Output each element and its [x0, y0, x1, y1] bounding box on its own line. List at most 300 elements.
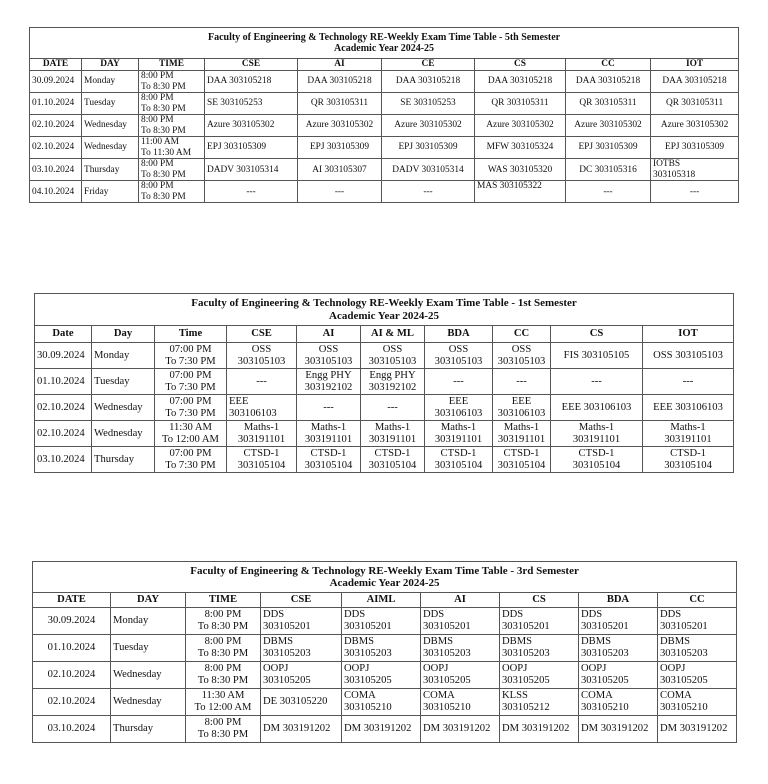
cell-text: 303105103 — [304, 355, 353, 367]
cell-text: 303105104 — [434, 459, 483, 471]
table-cell — [155, 421, 227, 447]
cell-text: Academic Year 2024-25 — [334, 43, 435, 54]
table-cell: Wednesday — [111, 662, 186, 689]
table-cell: Thursday — [82, 159, 139, 181]
table-cell — [342, 662, 421, 689]
table-cell: --- — [297, 395, 361, 421]
cell-text: To 8:30 PM — [141, 81, 186, 92]
cell-text: DBMS — [423, 636, 454, 648]
cell-text: DDS — [502, 609, 524, 621]
cell-text: Faculty of Engineering & Technology RE-Weekly Exam Time Table - 5th Semester — [207, 31, 561, 43]
cell-text: 303191101 — [497, 433, 546, 445]
col-header: CSE — [205, 59, 298, 71]
table-cell: DC 303105316 — [566, 159, 651, 181]
table-cell: WAS 303105320 — [475, 159, 566, 181]
col-header: CC — [566, 59, 651, 71]
table-cell: DM 303191202 — [421, 716, 500, 743]
cell-text: 303105205 — [344, 675, 392, 686]
table-cell — [579, 689, 658, 716]
table-cell — [421, 635, 500, 662]
cell-text: CTSD-1 — [310, 447, 347, 459]
col-header: AI — [297, 326, 361, 343]
cell-text: OSS — [382, 343, 403, 355]
col-header: TIME — [139, 59, 205, 71]
cell-text: DBMS — [344, 636, 375, 648]
table-cell — [500, 635, 579, 662]
table-cell: SE 303105253 — [382, 93, 475, 115]
table-cell — [500, 689, 579, 716]
table-cell — [227, 421, 297, 447]
col-header: DATE — [30, 59, 82, 71]
table-cell — [361, 343, 425, 369]
table-cell: --- — [298, 181, 382, 203]
cell-text: Engg PHY — [305, 369, 352, 381]
table-cell: DADV 303105314 — [382, 159, 475, 181]
cell-text: 8:00 PM — [141, 115, 174, 126]
col-header: CS — [500, 593, 579, 608]
table-cell: Azure 303105302 — [382, 115, 475, 137]
table-cell — [579, 635, 658, 662]
table-cell: 01.10.2024 — [35, 369, 92, 395]
table-cell: Thursday — [111, 716, 186, 743]
timetable-1st-semester — [34, 293, 734, 473]
col-header: IOT — [643, 326, 734, 343]
table-cell: 03.10.2024 — [30, 159, 82, 181]
table-cell — [261, 635, 342, 662]
cell-text: To 8:30 PM — [141, 125, 186, 136]
table-cell: OSS 303105103 — [643, 343, 734, 369]
cell-text: 303105201 — [502, 621, 550, 632]
cell-text: OSS — [318, 343, 339, 355]
cell-text: To 8:30 PM — [141, 169, 186, 180]
cell-text: 303105210 — [344, 702, 392, 713]
table-cell: EPJ 303105309 — [205, 137, 298, 159]
col-header: CS — [551, 326, 643, 343]
table-cell — [579, 662, 658, 689]
table-cell: 02.10.2024 — [33, 662, 111, 689]
col-header: DATE — [33, 593, 111, 608]
table-cell: Wednesday — [82, 137, 139, 159]
table-cell: Tuesday — [111, 635, 186, 662]
table-cell: 30.09.2024 — [30, 71, 82, 93]
cell-text: DDS — [344, 609, 366, 621]
table-cell: DM 303191202 — [579, 716, 658, 743]
cell-text: 303105205 — [423, 675, 471, 686]
table-cell: --- — [382, 181, 475, 203]
table-cell — [500, 608, 579, 635]
table-cell: MAS 303105322 — [475, 181, 566, 203]
table-cell — [342, 689, 421, 716]
table-cell: QR 303105311 — [566, 93, 651, 115]
cell-text: OOPJ — [263, 663, 289, 675]
table-cell: 02.10.2024 — [30, 115, 82, 137]
cell-text: 07:00 PM — [169, 395, 212, 407]
header-row — [33, 593, 737, 608]
cell-text: 8:00 PM — [204, 636, 242, 648]
table-cell: QR 303105311 — [298, 93, 382, 115]
table-cell: FIS 303105105 — [551, 343, 643, 369]
table-row — [30, 115, 739, 137]
table-cell — [227, 343, 297, 369]
table-cell — [643, 421, 734, 447]
table-cell — [342, 608, 421, 635]
cell-text: To 7:30 PM — [165, 355, 216, 367]
table-cell — [297, 447, 361, 473]
table-cell: Wednesday — [82, 115, 139, 137]
table-cell — [361, 447, 425, 473]
cell-text: IOTBS — [653, 159, 681, 170]
cell-text: DBMS — [581, 636, 612, 648]
cell-text: COMA — [660, 690, 692, 702]
table-cell — [425, 395, 493, 421]
cell-text: 8:00 PM — [204, 663, 242, 675]
cell-text: 303191101 — [304, 433, 353, 445]
cell-text: COMA — [581, 690, 613, 702]
cell-text: CTSD-1 — [243, 447, 280, 459]
table-cell — [139, 181, 205, 203]
table-cell: --- — [227, 369, 297, 395]
table-title — [33, 562, 737, 593]
table-cell — [551, 447, 643, 473]
cell-text: OSS — [511, 343, 532, 355]
table-cell — [421, 689, 500, 716]
col-header: CS — [475, 59, 566, 71]
table-cell — [227, 395, 297, 421]
table-cell: DM 303191202 — [261, 716, 342, 743]
table-cell — [651, 159, 739, 181]
cell-text: CTSD-1 — [670, 447, 706, 459]
cell-text: 303106103 — [497, 407, 546, 419]
table-row — [30, 181, 739, 203]
table-cell: Azure 303105302 — [651, 115, 739, 137]
table-cell — [139, 137, 205, 159]
table-cell: DAA 303105218 — [475, 71, 566, 93]
cell-text: 303105201 — [344, 621, 392, 632]
table-cell: DAA 303105218 — [205, 71, 298, 93]
cell-text: EEE — [448, 395, 469, 407]
cell-text: 11:30 AM — [169, 421, 212, 433]
cell-text: DDS — [660, 609, 682, 621]
table-cell: --- — [551, 369, 643, 395]
table-cell: DE 303105220 — [261, 689, 342, 716]
cell-text: To 8:30 PM — [197, 675, 249, 686]
cell-text: 303105201 — [581, 621, 629, 632]
col-header: Date — [35, 326, 92, 343]
cell-text: 11:30 AM — [201, 690, 245, 702]
cell-text: 303105104 — [304, 459, 353, 471]
table-cell — [155, 343, 227, 369]
col-header: TIME — [186, 593, 261, 608]
table-cell — [186, 608, 261, 635]
col-header: CC — [658, 593, 737, 608]
cell-text: 07:00 PM — [169, 447, 212, 459]
table-row — [35, 421, 734, 447]
cell-text: To 8:30 PM — [141, 103, 186, 114]
col-header: AI — [421, 593, 500, 608]
cell-text: DDS — [423, 609, 445, 621]
table-cell: Monday — [92, 343, 155, 369]
table-cell — [155, 447, 227, 473]
cell-text: KLSS — [502, 690, 528, 702]
col-header: BDA — [579, 593, 658, 608]
cell-text: 07:00 PM — [169, 369, 212, 381]
cell-text: OOPJ — [660, 663, 686, 675]
cell-text: OOPJ — [581, 663, 607, 675]
cell-text: CTSD-1 — [440, 447, 477, 459]
cell-text: OSS — [251, 343, 272, 355]
table-cell — [261, 662, 342, 689]
cell-text: 303105201 — [263, 621, 311, 632]
cell-text: Academic Year 2024-25 — [329, 309, 440, 322]
col-header: CC — [493, 326, 551, 343]
table-cell: Tuesday — [82, 93, 139, 115]
table-cell — [551, 421, 643, 447]
col-header: AIML — [342, 593, 421, 608]
table-cell: --- — [205, 181, 298, 203]
table-row — [35, 447, 734, 473]
table-cell: AI 303105307 — [298, 159, 382, 181]
cell-text: To 8:30 PM — [141, 191, 186, 202]
cell-text: 11:00 AM — [141, 137, 179, 148]
cell-text: To 8:30 PM — [197, 729, 249, 740]
cell-text: EEE — [511, 395, 532, 407]
table-cell: Wednesday — [92, 421, 155, 447]
col-header: DAY — [82, 59, 139, 71]
col-header: CSE — [261, 593, 342, 608]
table-cell — [261, 608, 342, 635]
table-row — [30, 137, 739, 159]
table-title — [30, 28, 739, 59]
cell-text: Faculty of Engineering & Technology RE-Weekly Exam Time Table - 1st Semester — [191, 297, 577, 310]
cell-text: EEE — [229, 395, 249, 407]
table-row — [35, 343, 734, 369]
cell-text: 8:00 PM — [204, 717, 242, 729]
cell-text: 303105203 — [423, 648, 471, 659]
cell-text: 303105201 — [660, 621, 708, 632]
table-cell: 30.09.2024 — [33, 608, 111, 635]
table-cell: SE 303105253 — [205, 93, 298, 115]
table-row — [30, 71, 739, 93]
table-cell: --- — [651, 181, 739, 203]
table-cell — [425, 421, 493, 447]
cell-text: Engg PHY — [369, 369, 416, 381]
table-cell: QR 303105311 — [651, 93, 739, 115]
table-row — [30, 159, 739, 181]
table-cell — [361, 369, 425, 395]
table-cell — [493, 447, 551, 473]
table-cell: 02.10.2024 — [33, 689, 111, 716]
cell-text: COMA — [344, 690, 376, 702]
table-row — [33, 716, 737, 743]
cell-text: 303105212 — [502, 702, 550, 713]
col-header: CE — [382, 59, 475, 71]
table-cell: --- — [425, 369, 493, 395]
table-cell — [297, 421, 361, 447]
cell-text: 303105104 — [368, 459, 417, 471]
table-cell — [421, 608, 500, 635]
table-cell: EPJ 303105309 — [382, 137, 475, 159]
col-header: AI — [298, 59, 382, 71]
col-header: Day — [92, 326, 155, 343]
cell-text: 303105203 — [502, 648, 550, 659]
cell-text: COMA — [423, 690, 455, 702]
cell-text: To 7:30 PM — [165, 407, 216, 419]
table-cell — [500, 662, 579, 689]
table-cell: 01.10.2024 — [30, 93, 82, 115]
col-header: BDA — [425, 326, 493, 343]
table-row — [35, 395, 734, 421]
cell-text: 303105103 — [434, 355, 483, 367]
cell-text: 303191101 — [664, 433, 712, 445]
table-cell: 01.10.2024 — [33, 635, 111, 662]
table-cell — [139, 159, 205, 181]
table-cell: Thursday — [92, 447, 155, 473]
cell-text: 303105210 — [581, 702, 629, 713]
cell-text: 8:00 PM — [141, 181, 174, 192]
cell-text: 303105203 — [263, 648, 311, 659]
cell-text: 8:00 PM — [204, 609, 242, 621]
table-cell — [139, 93, 205, 115]
table-cell — [493, 421, 551, 447]
cell-text: 8:00 PM — [141, 71, 174, 81]
table-cell: DAA 303105218 — [651, 71, 739, 93]
cell-text: DBMS — [660, 636, 691, 648]
cell-text: DBMS — [502, 636, 533, 648]
cell-text: 303105205 — [502, 675, 550, 686]
table-row — [33, 635, 737, 662]
table-cell: EPJ 303105309 — [566, 137, 651, 159]
table-cell: DADV 303105314 — [205, 159, 298, 181]
cell-text: To 11:30 AM — [141, 147, 192, 158]
cell-text: Academic Year 2024-25 — [329, 577, 440, 589]
cell-text: 8:00 PM — [141, 159, 174, 170]
table-cell: 03.10.2024 — [35, 447, 92, 473]
table-row — [35, 369, 734, 395]
cell-text: Maths-1 — [440, 421, 477, 433]
table-cell: EPJ 303105309 — [651, 137, 739, 159]
table-cell — [342, 635, 421, 662]
table-cell — [139, 71, 205, 93]
cell-text: 303192102 — [368, 381, 417, 393]
cell-text: To 7:30 PM — [165, 459, 216, 471]
col-header: Time — [155, 326, 227, 343]
table-cell — [493, 395, 551, 421]
cell-text: 303105104 — [237, 459, 286, 471]
cell-text: 07:00 PM — [169, 343, 212, 355]
table-cell — [186, 689, 261, 716]
table-cell — [425, 343, 493, 369]
cell-text: CTSD-1 — [374, 447, 411, 459]
col-header: CSE — [227, 326, 297, 343]
cell-text: 303105103 — [237, 355, 286, 367]
table-cell — [227, 447, 297, 473]
cell-text: To 7:30 PM — [165, 381, 216, 393]
table-cell: Monday — [82, 71, 139, 93]
table-cell: Tuesday — [92, 369, 155, 395]
cell-text: 303191101 — [572, 433, 621, 445]
cell-text: 303191101 — [237, 433, 286, 445]
table-cell: EEE 303106103 — [551, 395, 643, 421]
col-header: IOT — [651, 59, 739, 71]
cell-text: 303105205 — [263, 675, 311, 686]
cell-text: 303106103 — [229, 407, 277, 419]
table-cell: 02.10.2024 — [30, 137, 82, 159]
table-cell: Friday — [82, 181, 139, 203]
table-cell: DM 303191202 — [342, 716, 421, 743]
cell-text: 303105203 — [581, 648, 629, 659]
table-cell — [425, 447, 493, 473]
cell-text: 303105104 — [497, 459, 546, 471]
table-cell — [297, 343, 361, 369]
table-cell: Azure 303105302 — [298, 115, 382, 137]
cell-text: 303105210 — [423, 702, 471, 713]
table-row — [30, 93, 739, 115]
table-cell: EEE 303106103 — [643, 395, 734, 421]
cell-text: OSS — [448, 343, 469, 355]
cell-text: Maths-1 — [310, 421, 347, 433]
cell-text: 303105104 — [664, 459, 712, 471]
table-cell: DAA 303105218 — [566, 71, 651, 93]
table-cell: DM 303191202 — [658, 716, 737, 743]
table-cell — [186, 716, 261, 743]
table-title — [35, 294, 734, 326]
cell-text: To 12:00 AM — [162, 433, 219, 445]
cell-text: 303105203 — [344, 648, 392, 659]
table-cell: EPJ 303105309 — [298, 137, 382, 159]
table-cell — [579, 608, 658, 635]
cell-text: DDS — [263, 609, 285, 621]
cell-text: 303105201 — [423, 621, 471, 632]
header-row — [30, 59, 739, 71]
cell-text: 8:00 PM — [141, 93, 174, 104]
cell-text: DDS — [581, 609, 603, 621]
cell-text: Faculty of Engineering & Technology RE-Weekly Exam Time Table - 3rd Semester — [190, 564, 579, 577]
cell-text: 303191101 — [368, 433, 417, 445]
cell-text: DBMS — [263, 636, 294, 648]
table-cell: Wednesday — [92, 395, 155, 421]
table-cell — [658, 662, 737, 689]
table-cell: DAA 303105218 — [382, 71, 475, 93]
table-cell — [155, 369, 227, 395]
table-cell: --- — [643, 369, 734, 395]
table-cell: MFW 303105324 — [475, 137, 566, 159]
table-cell — [658, 635, 737, 662]
cell-text: 303105203 — [660, 648, 708, 659]
col-header: DAY — [111, 593, 186, 608]
table-row — [33, 608, 737, 635]
table-cell — [361, 421, 425, 447]
cell-text: 303106103 — [434, 407, 483, 419]
timetable-5th-semester — [29, 27, 739, 203]
table-cell — [493, 343, 551, 369]
table-cell: --- — [566, 181, 651, 203]
cell-text: 303192102 — [304, 381, 353, 393]
timetable-3rd-semester — [32, 561, 737, 743]
table-cell: 04.10.2024 — [30, 181, 82, 203]
cell-text: OOPJ — [423, 663, 449, 675]
table-cell — [643, 447, 734, 473]
cell-text: Maths-1 — [670, 421, 706, 433]
table-cell: DAA 303105218 — [298, 71, 382, 93]
table-cell — [155, 395, 227, 421]
cell-text: 303105205 — [660, 675, 708, 686]
table-cell — [297, 369, 361, 395]
table-cell: --- — [361, 395, 425, 421]
cell-text: To 8:30 PM — [197, 621, 249, 632]
table-cell — [186, 635, 261, 662]
table-cell: QR 303105311 — [475, 93, 566, 115]
table-cell — [139, 115, 205, 137]
